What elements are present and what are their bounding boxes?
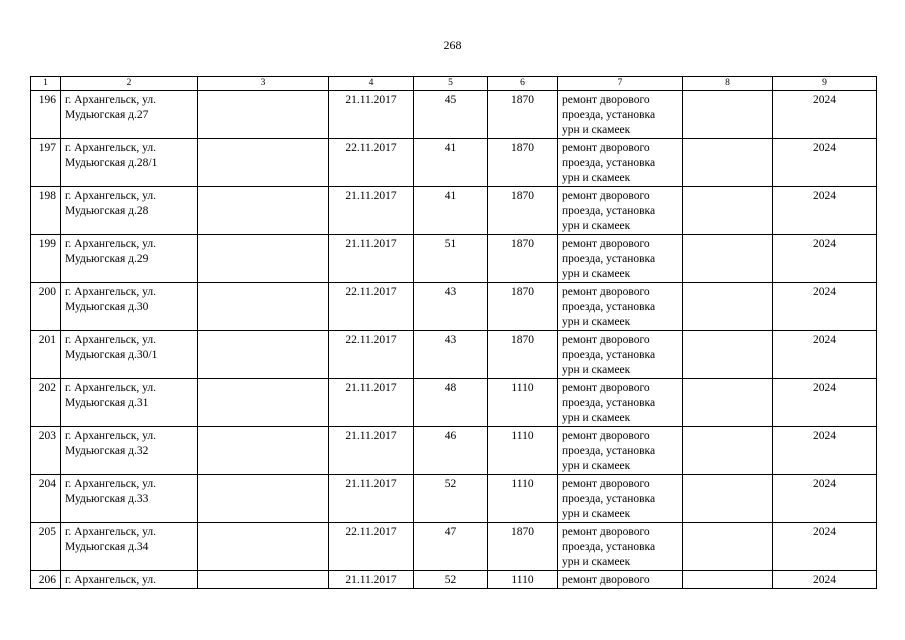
work-description-cell (558, 379, 683, 427)
address-cell (61, 235, 198, 283)
work-line-3: урн и скамеек (562, 124, 631, 136)
column-header: 2 (61, 77, 198, 91)
address-cell (61, 187, 198, 235)
address-line-2: Мудьюгская д.28/1 (65, 157, 158, 169)
value-col6-cell: 1870 (488, 523, 558, 571)
work-line-2: проезда, установка (562, 205, 656, 217)
year-cell: 2024 (773, 91, 877, 139)
work-line-2: проезда, установка (562, 349, 656, 361)
address-line-1: г. Архангельск, ул. (65, 334, 157, 346)
work-description-cell (558, 187, 683, 235)
table-row (31, 139, 877, 187)
value-col5-cell: 46 (414, 427, 488, 475)
address-cell (61, 475, 198, 523)
address-cell (61, 523, 198, 571)
date-cell: 21.11.2017 (329, 475, 414, 523)
work-line-2: проезда, установка (562, 109, 656, 121)
row-number: 204 (31, 475, 61, 523)
year-cell: 2024 (773, 331, 877, 379)
year-cell: 2024 (773, 475, 877, 523)
empty-cell-col8 (683, 283, 773, 331)
table-row (31, 523, 877, 571)
work-line-1: ремонт дворового (562, 334, 650, 346)
work-line-1: ремонт дворового (562, 526, 650, 538)
table-row (31, 427, 877, 475)
empty-cell-col3 (198, 187, 329, 235)
column-header: 6 (488, 77, 558, 91)
address-line-1: г. Архангельск, ул. (65, 286, 157, 298)
empty-cell-col8 (683, 331, 773, 379)
value-col6-cell: 1870 (488, 187, 558, 235)
row-number: 196 (31, 91, 61, 139)
empty-cell-col8 (683, 475, 773, 523)
value-col6-cell: 1110 (488, 571, 558, 589)
address-cell (61, 91, 198, 139)
year-cell: 2024 (773, 187, 877, 235)
value-col5-cell: 52 (414, 571, 488, 589)
work-description-cell (558, 475, 683, 523)
address-cell (61, 379, 198, 427)
empty-cell-col3 (198, 427, 329, 475)
value-col5-cell: 43 (414, 331, 488, 379)
value-col5-cell: 41 (414, 187, 488, 235)
value-col5-cell: 41 (414, 139, 488, 187)
column-header: 4 (329, 77, 414, 91)
date-cell: 22.11.2017 (329, 283, 414, 331)
empty-cell-col3 (198, 283, 329, 331)
address-cell (61, 139, 198, 187)
address-line-1: г. Архангельск, ул. (65, 526, 157, 538)
work-line-3: урн и скамеек (562, 220, 631, 232)
work-description-cell (558, 523, 683, 571)
work-line-3: урн и скамеек (562, 460, 631, 472)
empty-cell-col8 (683, 187, 773, 235)
empty-cell-col8 (683, 235, 773, 283)
work-line-1: ремонт дворового (562, 478, 650, 490)
table-body (31, 91, 877, 589)
row-number: 197 (31, 139, 61, 187)
value-col6-cell: 1110 (488, 379, 558, 427)
date-cell: 22.11.2017 (329, 523, 414, 571)
address-line-2: Мудьюгская д.27 (65, 109, 149, 121)
date-cell: 22.11.2017 (329, 139, 414, 187)
address-line-2: Мудьюгская д.31 (65, 397, 149, 409)
value-col6-cell: 1870 (488, 331, 558, 379)
empty-cell-col8 (683, 571, 773, 589)
year-cell: 2024 (773, 427, 877, 475)
empty-cell-col3 (198, 139, 329, 187)
row-number: 202 (31, 379, 61, 427)
work-line-3: урн и скамеек (562, 172, 631, 184)
value-col5-cell: 45 (414, 91, 488, 139)
work-line-1: ремонт дворового (562, 574, 650, 586)
work-line-2: проезда, установка (562, 445, 656, 457)
year-cell: 2024 (773, 379, 877, 427)
year-cell: 2024 (773, 283, 877, 331)
work-line-1: ремонт дворового (562, 238, 650, 250)
empty-cell-col8 (683, 379, 773, 427)
work-line-2: проезда, установка (562, 541, 656, 553)
row-number: 198 (31, 187, 61, 235)
address-line-2: Мудьюгская д.30 (65, 301, 149, 313)
work-line-1: ремонт дворового (562, 190, 650, 202)
address-line-1: г. Архангельск, ул. (65, 238, 157, 250)
date-cell: 21.11.2017 (329, 91, 414, 139)
work-line-3: урн и скамеек (562, 412, 631, 424)
empty-cell-col3 (198, 379, 329, 427)
date-cell: 21.11.2017 (329, 571, 414, 589)
address-line-1: г. Архангельск, ул. (65, 430, 157, 442)
empty-cell-col3 (198, 523, 329, 571)
work-line-2: проезда, установка (562, 493, 656, 505)
value-col5-cell: 48 (414, 379, 488, 427)
value-col6-cell: 1870 (488, 283, 558, 331)
table-row (31, 187, 877, 235)
row-number: 205 (31, 523, 61, 571)
column-header: 7 (558, 77, 683, 91)
work-description-cell (558, 139, 683, 187)
work-line-1: ремонт дворового (562, 430, 650, 442)
address-line-2: Мудьюгская д.29 (65, 253, 149, 265)
year-cell: 2024 (773, 523, 877, 571)
empty-cell-col8 (683, 523, 773, 571)
value-col5-cell: 47 (414, 523, 488, 571)
empty-cell-col3 (198, 235, 329, 283)
address-line-2: Мудьюгская д.28 (65, 205, 149, 217)
value-col6-cell: 1870 (488, 139, 558, 187)
empty-cell-col3 (198, 571, 329, 589)
empty-cell-col3 (198, 91, 329, 139)
address-cell (61, 427, 198, 475)
work-line-1: ремонт дворового (562, 286, 650, 298)
table-row (31, 475, 877, 523)
column-header: 8 (683, 77, 773, 91)
address-cell (61, 571, 198, 589)
year-cell: 2024 (773, 571, 877, 589)
row-number: 206 (31, 571, 61, 589)
date-cell: 21.11.2017 (329, 235, 414, 283)
address-line-1: г. Архангельск, ул. (65, 478, 157, 490)
empty-cell-col3 (198, 475, 329, 523)
table-row (31, 283, 877, 331)
year-cell: 2024 (773, 235, 877, 283)
column-header: 3 (198, 77, 329, 91)
address-line-1: г. Архангельск, ул. (65, 190, 157, 202)
empty-cell-col3 (198, 331, 329, 379)
row-number: 200 (31, 283, 61, 331)
value-col6-cell: 1870 (488, 91, 558, 139)
value-col6-cell: 1110 (488, 427, 558, 475)
work-line-1: ремонт дворового (562, 142, 650, 154)
value-col5-cell: 52 (414, 475, 488, 523)
value-col5-cell: 51 (414, 235, 488, 283)
date-cell: 22.11.2017 (329, 331, 414, 379)
work-line-3: урн и скамеек (562, 268, 631, 280)
work-line-2: проезда, установка (562, 397, 656, 409)
empty-cell-col8 (683, 427, 773, 475)
address-cell (61, 283, 198, 331)
header-row (31, 77, 877, 91)
date-cell: 21.11.2017 (329, 187, 414, 235)
date-cell: 21.11.2017 (329, 379, 414, 427)
work-line-3: урн и скамеек (562, 508, 631, 520)
address-line-1: г. Архангельск, ул. (65, 94, 157, 106)
year-cell: 2024 (773, 139, 877, 187)
address-line-1: г. Архангельск, ул. (65, 382, 157, 394)
work-line-1: ремонт дворового (562, 382, 650, 394)
address-line-1: г. Архангельск, ул. (65, 142, 157, 154)
work-description-cell (558, 571, 683, 589)
work-line-2: проезда, установка (562, 301, 656, 313)
table-row (31, 571, 877, 589)
work-line-3: урн и скамеек (562, 316, 631, 328)
value-col5-cell: 43 (414, 283, 488, 331)
table-row (31, 379, 877, 427)
work-description-cell (558, 283, 683, 331)
empty-cell-col8 (683, 91, 773, 139)
address-line-1: г. Архангельск, ул. (65, 574, 157, 586)
empty-cell-col8 (683, 139, 773, 187)
work-description-cell (558, 427, 683, 475)
address-line-2: Мудьюгская д.33 (65, 493, 149, 505)
registry-table (30, 76, 877, 589)
page-number: 268 (443, 38, 462, 52)
work-line-1: ремонт дворового (562, 94, 650, 106)
work-line-3: урн и скамеек (562, 364, 631, 376)
work-line-2: проезда, установка (562, 253, 656, 265)
work-description-cell (558, 331, 683, 379)
date-cell: 21.11.2017 (329, 427, 414, 475)
table-row (31, 235, 877, 283)
table-row (31, 91, 877, 139)
address-line-2: Мудьюгская д.32 (65, 445, 149, 457)
value-col6-cell: 1870 (488, 235, 558, 283)
column-header: 5 (414, 77, 488, 91)
column-header: 1 (31, 77, 61, 91)
table-row (31, 331, 877, 379)
row-number: 199 (31, 235, 61, 283)
work-description-cell (558, 235, 683, 283)
work-line-3: урн и скамеек (562, 556, 631, 568)
row-number: 201 (31, 331, 61, 379)
work-line-2: проезда, установка (562, 157, 656, 169)
value-col6-cell: 1110 (488, 475, 558, 523)
work-description-cell (558, 91, 683, 139)
column-header: 9 (773, 77, 877, 91)
address-cell (61, 331, 198, 379)
address-line-2: Мудьюгская д.30/1 (65, 349, 158, 361)
address-line-2: Мудьюгская д.34 (65, 541, 149, 553)
row-number: 203 (31, 427, 61, 475)
